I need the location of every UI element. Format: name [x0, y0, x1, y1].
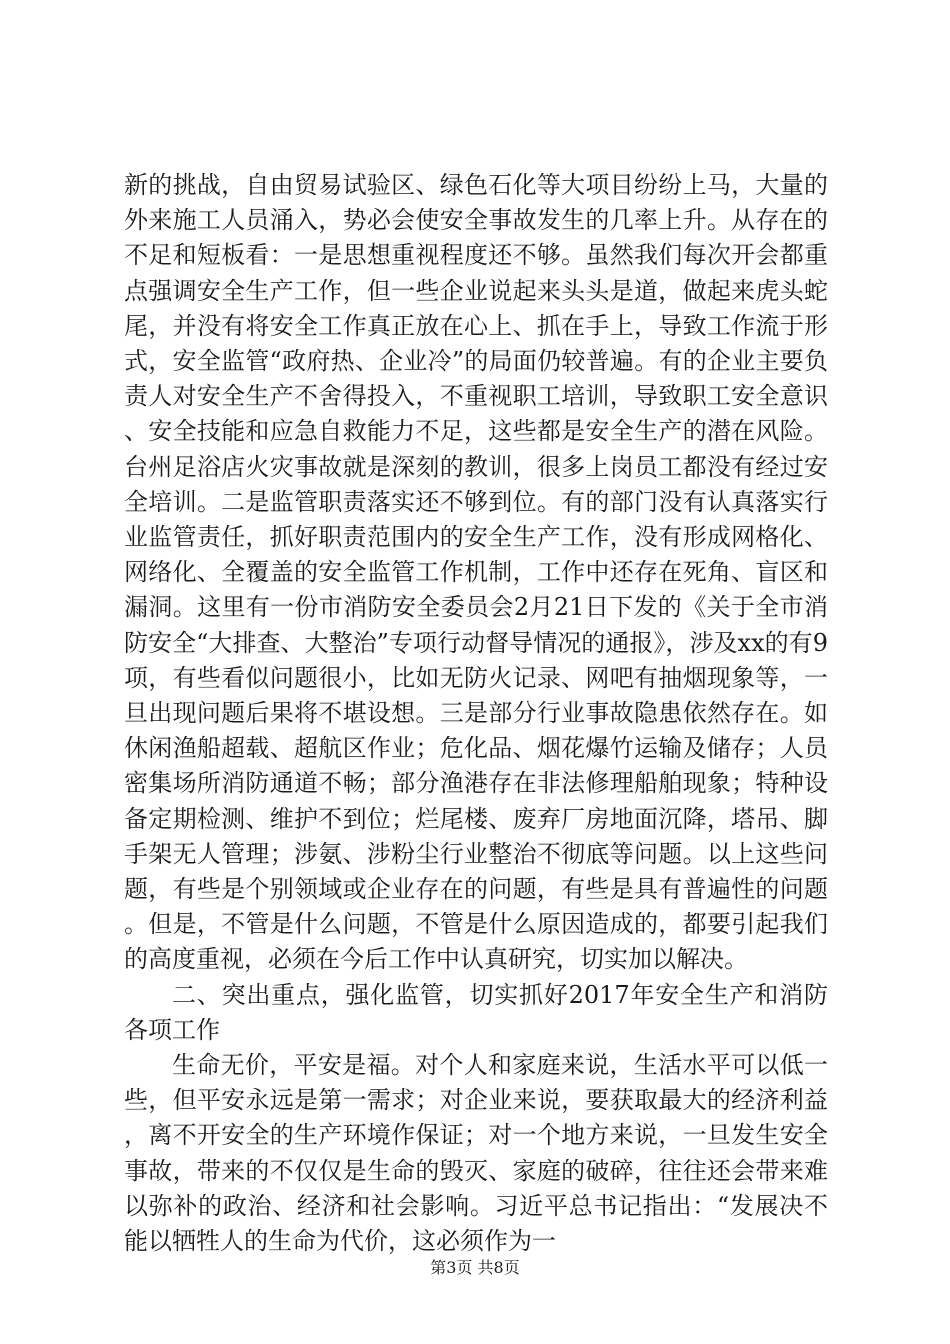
paragraph-3: 生命无价，平安是福。对个人和家庭来说，生活水平可以低一些，但平安永远是第一需求；对企业来说，要获取最大的经济利益，离不开安全的生产环境作保证；对一个地方来说，一旦发生安全事故，带来的不仅仅是生命的毁灭、家庭的破碎，往往还会带来难以弥补的政治、经济和社会影响。习近平总书记指出：“发展决不能以牺牲人的生命为代价，这必须作为一	[124, 1051, 828, 1256]
document-body	[124, 168, 828, 1259]
section-heading: 二、突出重点，强化监管，切实抓好2017年安全生产和消防各项工作	[124, 980, 828, 1044]
paragraph-1: 新的挑战，自由贸易试验区、绿色石化等大项目纷纷上马，大量的外来施工人员涌入，势必会使安全事故发生的几率上升。从存在的不足和短板看：一是思想重视程度还不够。虽然我们每次开会都重点强调安全生产工作，但一些企业说起来头头是道，做起来虎头蛇尾，并没有将安全工作真正放在心上、抓在手上，导致工作流于形式，安全监管“政府热、企业冷”的局面仍较普遍。有的企业主要负责人对安全生产不舍得投入，不重视职工培训，导致职工安全意识、安全技能和应急自救能力不足，这些都是安全生产的潜在风险。台州足浴店火灾事故就是深刻的教训，很多上岗员工都没有经过安全培训。二是监管职责落实还不够到位。有的部门没有认真落实行业监管责任，抓好职责范围内的安全生产工作，没有形成网格化、网络化、全覆盖的安全监管工作机制，工作中还存在死角、盲区和漏洞。这里有一份市消防安全委员会2月21日下发的《关于全市消防安全“大排查、大整治”专项行动督导情况的通报》，涉及xx的有9项，有些看似问题很小，比如无防火记录、网吧有抽烟现象等，一旦出现问题后果将不堪设想。三是部分行业事故隐患依然存在。如休闲渔船超载、超航区作业；危化品、烟花爆竹运输及储存；人员密集场所消防通道不畅；部分渔港存在非法修理船舶现象；特种设备定期检测、维护不到位；烂尾楼、废弃厂房地面沉降，塔吊、脚手架无人管理；涉氨、涉粉尘行业整治不彻底等问题。以上这些问题，有些是个别领域或企业存在的问题，有些是具有普遍性的问题。但是，不管是什么问题，不管是什么原因造成的，都要引起我们的高度重视，必须在今后工作中认真研究，切实加以解决。	[124, 171, 828, 974]
page-footer: 第3页 共8页	[430, 1258, 520, 1277]
